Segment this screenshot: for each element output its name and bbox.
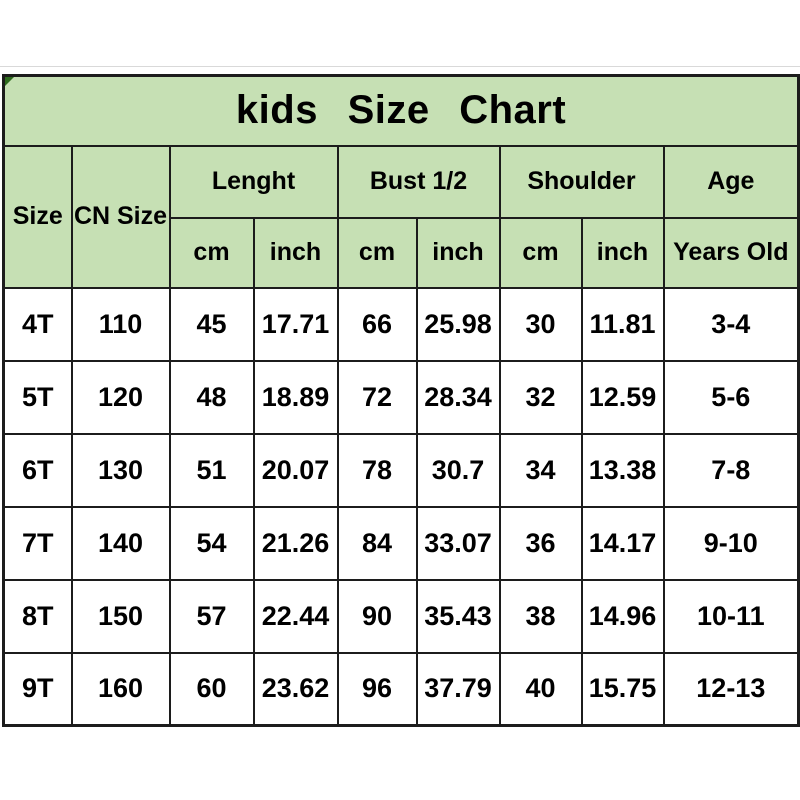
- cell-cn-size: 130: [72, 434, 170, 507]
- table-row-6t: [4, 434, 799, 507]
- size-chart-container: [2, 74, 797, 724]
- cell-bust-inch: 37.79: [417, 653, 500, 726]
- cell-bust-cm: 72: [338, 361, 417, 434]
- cell-flag-triangle-icon: [5, 77, 14, 86]
- cell-length-cm: 45: [170, 288, 254, 361]
- gridline-artifact: [0, 66, 800, 67]
- cell-size: 8T: [4, 580, 72, 653]
- cell-age: 5-6: [664, 361, 799, 434]
- header-size: Size: [4, 146, 72, 288]
- cell-length-inch: 21.26: [254, 507, 338, 580]
- cell-bust-cm: 96: [338, 653, 417, 726]
- cell-shoulder-inch: 14.17: [582, 507, 664, 580]
- cell-cn-size: 160: [72, 653, 170, 726]
- cell-cn-size: 150: [72, 580, 170, 653]
- cell-cn-size: 120: [72, 361, 170, 434]
- cell-shoulder-cm: 30: [500, 288, 582, 361]
- cell-bust-cm: 78: [338, 434, 417, 507]
- cell-shoulder-inch: 12.59: [582, 361, 664, 434]
- table-row-9t: [4, 653, 799, 726]
- cell-shoulder-inch: 14.96: [582, 580, 664, 653]
- cell-length-cm: 54: [170, 507, 254, 580]
- subheader-shoulder-cm: cm: [500, 218, 582, 288]
- cell-length-inch: 18.89: [254, 361, 338, 434]
- cell-length-inch: 23.62: [254, 653, 338, 726]
- header-age: Age: [664, 146, 799, 218]
- cell-shoulder-inch: 13.38: [582, 434, 664, 507]
- cell-bust-cm: 66: [338, 288, 417, 361]
- cell-bust-inch: 30.7: [417, 434, 500, 507]
- cell-length-inch: 17.71: [254, 288, 338, 361]
- cell-length-cm: 57: [170, 580, 254, 653]
- subheader-shoulder-inch: inch: [582, 218, 664, 288]
- cell-bust-cm: 90: [338, 580, 417, 653]
- kids-size-chart-table: [2, 74, 800, 727]
- cell-size: 7T: [4, 507, 72, 580]
- cell-shoulder-cm: 34: [500, 434, 582, 507]
- subheader-age-years-old: Years Old: [664, 218, 799, 288]
- cell-size: 5T: [4, 361, 72, 434]
- cell-shoulder-inch: 15.75: [582, 653, 664, 726]
- subheader-length-cm: cm: [170, 218, 254, 288]
- chart-title: [4, 76, 799, 146]
- cell-shoulder-cm: 32: [500, 361, 582, 434]
- cell-age: 10-11: [664, 580, 799, 653]
- table-row-7t: [4, 507, 799, 580]
- cell-cn-size: 140: [72, 507, 170, 580]
- cell-bust-inch: 28.34: [417, 361, 500, 434]
- subheader-bust-cm: cm: [338, 218, 417, 288]
- cell-length-cm: 60: [170, 653, 254, 726]
- cell-age: 3-4: [664, 288, 799, 361]
- header-row-groups: [4, 146, 799, 218]
- title-row: [4, 76, 799, 146]
- header-bust-group: Bust 1/2: [338, 146, 500, 218]
- cell-bust-cm: 84: [338, 507, 417, 580]
- cell-shoulder-cm: 38: [500, 580, 582, 653]
- header-shoulder-group: Shoulder: [500, 146, 664, 218]
- cell-length-inch: 20.07: [254, 434, 338, 507]
- table-row-8t: [4, 580, 799, 653]
- table-row-4t: [4, 288, 799, 361]
- cell-bust-inch: 35.43: [417, 580, 500, 653]
- cell-shoulder-cm: 40: [500, 653, 582, 726]
- cell-size: 9T: [4, 653, 72, 726]
- cell-age: 9-10: [664, 507, 799, 580]
- table-row-5t: [4, 361, 799, 434]
- chart-title-text: kids Size Chart: [235, 88, 567, 133]
- subheader-bust-inch: inch: [417, 218, 500, 288]
- cell-length-inch: 22.44: [254, 580, 338, 653]
- cell-length-cm: 51: [170, 434, 254, 507]
- cell-age: 12-13: [664, 653, 799, 726]
- subheader-length-inch: inch: [254, 218, 338, 288]
- cell-bust-inch: 33.07: [417, 507, 500, 580]
- cell-cn-size: 110: [72, 288, 170, 361]
- cell-size: 4T: [4, 288, 72, 361]
- cell-length-cm: 48: [170, 361, 254, 434]
- header-length-group: Lenght: [170, 146, 338, 218]
- header-cn-size: CN Size: [72, 146, 170, 288]
- cell-shoulder-inch: 11.81: [582, 288, 664, 361]
- cell-bust-inch: 25.98: [417, 288, 500, 361]
- cell-shoulder-cm: 36: [500, 507, 582, 580]
- cell-size: 6T: [4, 434, 72, 507]
- cell-age: 7-8: [664, 434, 799, 507]
